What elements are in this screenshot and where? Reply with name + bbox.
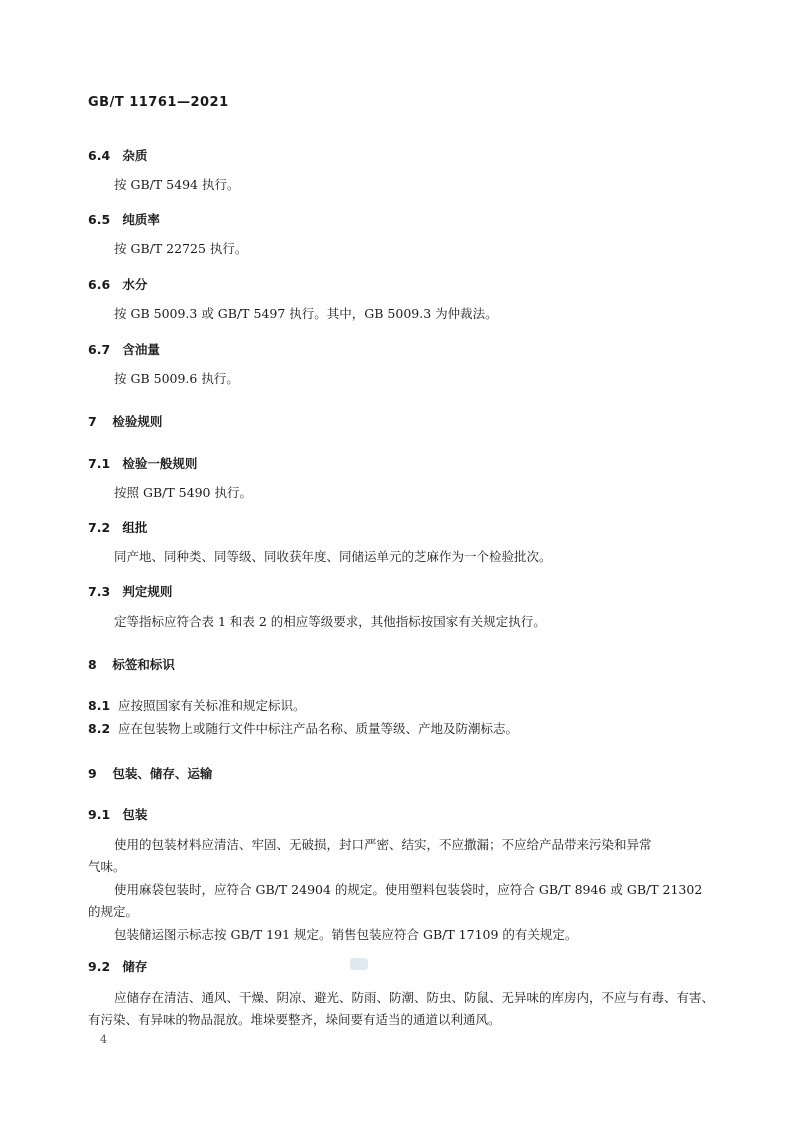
clause-number: 8.2: [88, 721, 111, 736]
clause-number: 8.1: [88, 698, 111, 713]
heading-number: 9.1: [88, 807, 111, 822]
clause-text: 应在包装物上或随行文件中标注产品名称、质量等级、产地及防潮标志。: [118, 721, 519, 736]
heading-number: 9: [88, 766, 97, 781]
paragraph-9-1-line4: 的规定。: [88, 904, 139, 919]
heading-number: 7.2: [88, 520, 111, 535]
heading-title: 标签和标识: [112, 657, 175, 672]
heading-number: 8: [88, 657, 97, 672]
paragraph-6-4: 按 GB/T 5494 执行。: [114, 177, 240, 192]
heading-title: 水分: [122, 277, 148, 292]
page-number: 4: [100, 1033, 107, 1046]
heading-number: 6.7: [88, 342, 111, 357]
heading-6-6: [88, 275, 147, 293]
heading-7-2: [88, 518, 147, 536]
heading-6-7: [88, 340, 160, 358]
paragraph-7-2: 同产地、同种类、同等级、同收获年度、同储运单元的芝麻作为一个检验批次。: [114, 549, 552, 564]
heading-title: 杂质: [122, 148, 148, 163]
heading-number: 7: [88, 414, 97, 429]
paragraph-9-2-line1: 应储存在清洁、通风、干燥、阴凉、避光、防雨、防潮、防虫、防鼠、无异味的库房内，不应与有毒、有害、: [114, 990, 715, 1005]
heading-6-5: [88, 210, 160, 228]
heading-title: 包装: [122, 807, 148, 822]
heading-8: [88, 655, 175, 673]
paragraph-9-1-line2: 气味。: [88, 859, 126, 874]
heading-7: [88, 412, 162, 430]
heading-title: 检验规则: [112, 414, 163, 429]
heading-9-2: [88, 957, 147, 975]
watermark-logo: [350, 958, 368, 970]
heading-7-3: [88, 582, 172, 600]
heading-title: 判定规则: [122, 584, 173, 599]
heading-title: 检验一般规则: [122, 456, 198, 471]
heading-number: 9.2: [88, 959, 111, 974]
paragraph-7-3: 定等指标应符合表 1 和表 2 的相应等级要求，其他指标按国家有关规定执行。: [114, 614, 546, 629]
heading-number: 6.4: [88, 148, 111, 163]
paragraph-7-1: 按照 GB/T 5490 执行。: [114, 485, 252, 500]
standard-code-header: GB/T 11761—2021: [88, 95, 229, 110]
paragraph-6-5: 按 GB/T 22725 执行。: [114, 241, 248, 256]
heading-6-4: [88, 146, 147, 164]
heading-number: 6.6: [88, 277, 111, 292]
clause-text: 应按照国家有关标准和规定标识。: [118, 698, 306, 713]
heading-9: [88, 764, 212, 782]
heading-number: 7.1: [88, 456, 111, 471]
clause-8-1: [88, 695, 306, 717]
heading-7-1: [88, 454, 197, 472]
heading-title: 组批: [122, 520, 148, 535]
heading-number: 6.5: [88, 212, 111, 227]
heading-title: 纯质率: [122, 212, 160, 227]
heading-9-1: [88, 805, 147, 823]
heading-title: 包装、储存、运输: [112, 766, 213, 781]
paragraph-9-1-line3: 使用麻袋包装时，应符合 GB/T 24904 的规定。使用塑料包装袋时，应符合 GB/T 8946 或 GB/T 21302: [114, 882, 703, 897]
heading-title: 储存: [122, 959, 148, 974]
heading-number: 7.3: [88, 584, 111, 599]
paragraph-9-1-line5: 包装储运图示标志按 GB/T 191 规定。销售包装应符合 GB/T 17109 的有关规定。: [114, 927, 578, 942]
paragraph-6-6: 按 GB 5009.3 或 GB/T 5497 执行。其中，GB 5009.3 为仲裁法。: [114, 306, 498, 321]
paragraph-9-2-line2: 有污染、有异味的物品混放。堆垛要整齐，垛间要有适当的通道以利通风。: [88, 1012, 501, 1027]
clause-8-2: [88, 718, 518, 740]
paragraph-9-1-line1: 使用的包装材料应清洁、牢固、无破损，封口严密、结实，不应撒漏；不应给产品带来污染和异常: [114, 837, 652, 852]
paragraph-6-7: 按 GB 5009.6 执行。: [114, 371, 239, 386]
heading-title: 含油量: [122, 342, 160, 357]
